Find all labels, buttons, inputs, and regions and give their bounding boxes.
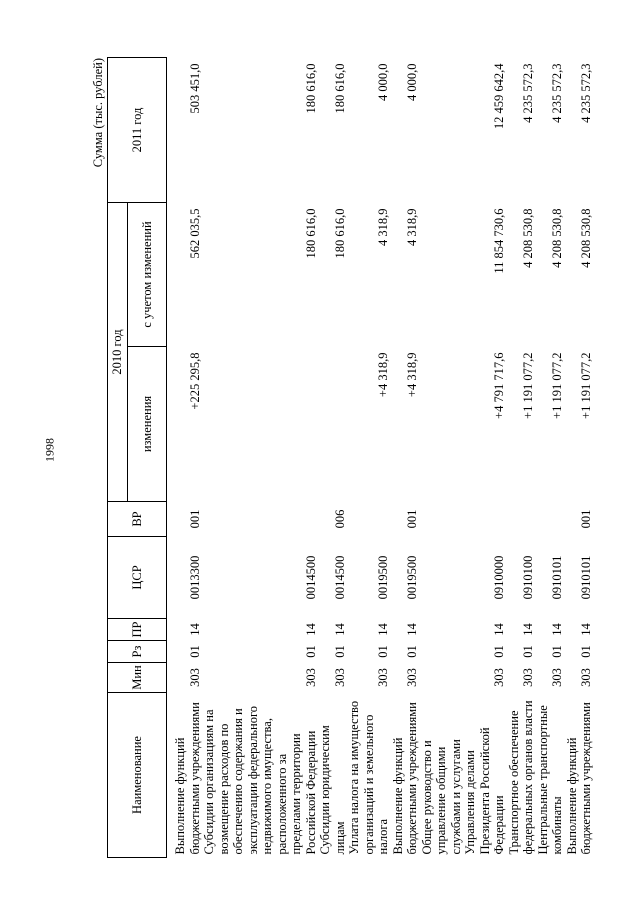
- row-vr: [347, 502, 391, 537]
- row-name: Общее руководство и управление общими службами и услугами Управления делами Президента Российской Федерации: [419, 727, 506, 855]
- row-with-changes: 180 616,0: [303, 208, 318, 259]
- row-min: 303: [492, 668, 506, 687]
- page-number: 1998: [42, 438, 57, 462]
- row-changes: +1 191 077,2: [550, 352, 564, 419]
- table-body: [167, 57, 594, 857]
- header-rz: Рз: [108, 641, 167, 663]
- row-with-changes: 4 208 530,8: [550, 208, 564, 268]
- row-2011: 12 459 642,4: [492, 63, 506, 130]
- header-with-changes: с учетом изменений: [128, 202, 167, 346]
- header-vr: ВР: [108, 502, 167, 537]
- row-csr: 0014500: [332, 555, 347, 600]
- header-min: Мин: [108, 663, 167, 693]
- row-rz: 01: [187, 645, 202, 658]
- row-changes: +4 318,9: [376, 352, 390, 398]
- header-pr: ПР: [108, 619, 167, 641]
- table-row: [347, 57, 391, 857]
- row-vr: 001: [187, 509, 202, 529]
- row-rz: 01: [521, 645, 535, 658]
- table-row: [318, 57, 347, 857]
- row-with-changes: 180 616,0: [332, 208, 347, 259]
- row-name: Субсидии юридическим лицам: [318, 725, 347, 855]
- table-row: [173, 57, 202, 857]
- row-changes: [202, 347, 318, 502]
- row-pr: 14: [405, 623, 419, 636]
- row-with-changes: 4 208 530,8: [579, 208, 593, 268]
- row-name: Выполнение функций бюджетными учреждениями: [173, 702, 202, 855]
- row-rz: 01: [405, 645, 419, 658]
- row-changes: +1 191 077,2: [579, 352, 593, 419]
- row-rz: 01: [376, 645, 390, 658]
- row-with-changes: 4 318,9: [405, 208, 419, 246]
- budget-table-wrapper: [90, 58, 600, 858]
- table-row: [391, 57, 420, 857]
- table-row: [507, 57, 536, 857]
- row-vr: [420, 502, 507, 537]
- row-name: Выполнение функций бюджетными учреждениями: [564, 702, 593, 855]
- row-with-changes: 11 854 730,6: [492, 208, 506, 274]
- row-name: Субсидии организациям на возмещение расходов по обеспечению содержания и эксплуатации федерального недвижимого имущества, расположенного за пределами территории Российской Федерации: [202, 705, 318, 855]
- row-rz: 01: [550, 645, 564, 658]
- row-rz: 01: [579, 645, 593, 658]
- header-year-2011: 2011 год: [108, 57, 167, 202]
- header-csr: ЦСР: [108, 537, 167, 619]
- row-name: Транспортное обеспечение федеральных органов власти: [506, 700, 535, 855]
- row-csr: 0019500: [405, 555, 419, 600]
- row-2011: 503 451,0: [187, 63, 202, 114]
- row-2011: 4 000,0: [405, 63, 419, 101]
- row-pr: 14: [376, 623, 390, 636]
- row-with-changes: 562 035,5: [187, 208, 202, 259]
- row-vr: [202, 502, 318, 537]
- row-csr: 0019500: [376, 555, 390, 600]
- row-min: 303: [521, 668, 535, 687]
- row-min: 303: [303, 668, 318, 687]
- row-rz: 01: [332, 645, 347, 658]
- row-changes: +225 295,8: [187, 352, 202, 410]
- row-2011: 180 616,0: [303, 63, 318, 114]
- table-row: [202, 57, 318, 857]
- row-2011: 4 000,0: [376, 63, 390, 101]
- row-rz: 01: [492, 645, 506, 658]
- row-vr: [536, 502, 565, 537]
- row-min: 303: [187, 668, 202, 687]
- row-csr: 0910000: [492, 555, 506, 600]
- row-pr: 14: [303, 623, 318, 636]
- row-2011: 4 235 572,3: [550, 63, 564, 123]
- row-min: 303: [405, 668, 419, 687]
- header-year-2010: 2010 год: [108, 202, 128, 501]
- row-changes: +4 318,9: [405, 352, 419, 398]
- row-csr: 0910101: [579, 555, 593, 600]
- row-pr: 14: [521, 623, 535, 636]
- row-pr: 14: [332, 623, 347, 636]
- budget-table: [107, 57, 594, 858]
- row-vr: [507, 502, 536, 537]
- row-with-changes: 4 208 530,8: [521, 208, 535, 268]
- rotated-page-content: [90, 58, 600, 858]
- row-changes: +1 191 077,2: [521, 352, 535, 419]
- row-vr: 006: [332, 509, 347, 529]
- row-vr: 001: [579, 509, 593, 529]
- row-min: 303: [579, 668, 593, 687]
- row-csr: 0013300: [187, 555, 202, 600]
- row-pr: 14: [492, 623, 506, 636]
- units-caption: Сумма (тыс. рублей): [91, 58, 105, 168]
- table-row: [565, 57, 594, 857]
- row-2011: 180 616,0: [332, 63, 347, 114]
- row-name: Уплата налога на имущество организаций и земельного налога: [347, 700, 390, 855]
- row-pr: 14: [579, 623, 593, 636]
- header-changes: изменения: [128, 347, 167, 502]
- row-2011: 4 235 572,3: [579, 63, 593, 123]
- row-csr: 0014500: [303, 555, 318, 600]
- row-changes: [318, 347, 347, 502]
- row-rz: 01: [303, 645, 318, 658]
- row-changes: +4 791 717,6: [492, 352, 506, 419]
- row-min: 303: [332, 668, 347, 687]
- row-pr: 14: [550, 623, 564, 636]
- row-pr: 14: [187, 623, 202, 636]
- header-name: Наименование: [108, 693, 167, 858]
- table-row: [420, 57, 507, 857]
- row-min: 303: [550, 668, 564, 687]
- row-with-changes: 4 318,9: [376, 208, 390, 246]
- row-name: Центральные транспортные комбинаты: [535, 705, 564, 855]
- row-csr: 0910101: [550, 555, 564, 600]
- table-header: [108, 57, 167, 857]
- row-vr: 001: [405, 509, 419, 529]
- row-name: Выполнение функций бюджетными учреждениями: [390, 702, 419, 855]
- row-min: 303: [376, 668, 390, 687]
- table-row: [536, 57, 565, 857]
- row-2011: 4 235 572,3: [521, 63, 535, 123]
- row-csr: 0910100: [521, 555, 535, 600]
